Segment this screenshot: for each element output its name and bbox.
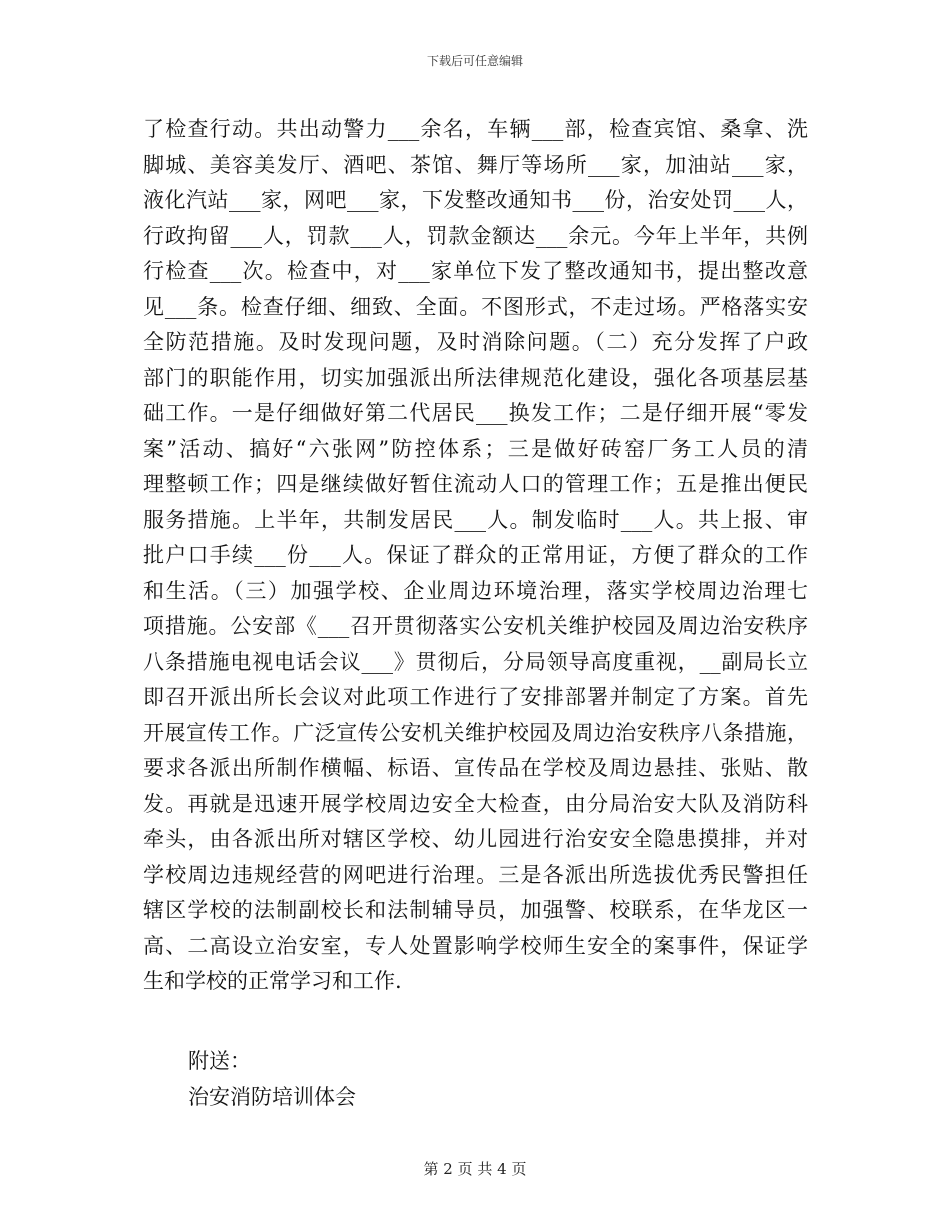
body-line: 开展宣传工作。广泛宣传公安机关维护校园及周边治安秩序八条措施， bbox=[143, 720, 808, 745]
attachment-title: 治安消防培训体会 bbox=[188, 1085, 356, 1109]
body-line: 础工作。一是仔细做好第二代居民___换发工作；二是仔细开展“零发 bbox=[143, 401, 808, 425]
body-line: 理整顿工作；四是继续做好暂住流动人口的管理工作；五是推出便民 bbox=[143, 472, 808, 496]
body-line: 要求各派出所制作横幅、标语、宣传品在学校及周边悬挂、张贴、散 bbox=[143, 756, 808, 780]
body-line: 案”活动、搞好“六张网”防控体系；三是做好砖窑厂务工人员的清 bbox=[143, 436, 808, 461]
body-text bbox=[143, 112, 808, 1000]
body-line: 牵头，由各派出所对辖区学校、幼儿园进行治安安全隐患摸排，并对 bbox=[143, 827, 808, 851]
body-line: 部门的职能作用，切实加强派出所法律规范化建设，强化各项基层基 bbox=[143, 365, 808, 390]
body-line: 脚城、美容美发厅、酒吧、茶馆、舞厅等场所___家，加油站___家， bbox=[143, 152, 808, 177]
page-footer: 第 2 页 共 4 页 bbox=[423, 1160, 527, 1178]
body-line: 和生活。（三）加强学校、企业周边环境治理，落实学校周边治理七 bbox=[143, 578, 808, 603]
body-line: 行政拘留___人，罚款___人，罚款金额达___余元。今年上半年，共例 bbox=[143, 223, 808, 248]
body-line: 生和学校的正常学习和工作. bbox=[143, 969, 402, 993]
body-line: 服务措施。上半年，共制发居民___人。制发临时___人。共上报、审 bbox=[143, 507, 808, 532]
body-line: 八条措施电视电话会议___》贯彻后，分局领导高度重视，__副局长立 bbox=[143, 649, 808, 674]
page-header: 下载后可任意编辑 bbox=[426, 54, 523, 68]
body-line: 批户口手续___份___人。保证了群众的正常用证，方便了群众的工作 bbox=[143, 543, 808, 567]
body-line: 液化汽站___家，网吧___家，下发整改通知书___份，治安处罚___人， bbox=[143, 188, 808, 212]
body-line: 见___条。检查仔细、细致、全面。不图形式，不走过场。严格落实安 bbox=[143, 294, 808, 319]
body-line: 即召开派出所长会议对此项工作进行了安排部署并制定了方案。首先 bbox=[143, 685, 808, 709]
body-line: 项措施。公安部《___召开贯彻落实公安机关维护校园及周边治安秩序 bbox=[143, 614, 808, 638]
body-line: 发。再就是迅速开展学校周边安全大检查，由分局治安大队及消防科 bbox=[143, 791, 808, 816]
body-line: 学校周边违规经营的网吧进行治理。三是各派出所选拔优秀民警担任 bbox=[143, 862, 808, 887]
body-line: 行检查___次。检查中，对___家单位下发了整改通知书，提出整改意 bbox=[143, 259, 808, 283]
body-line: 全防范措施。及时发现问题，及时消除问题。（二）充分发挥了户政 bbox=[143, 330, 808, 354]
attachment-label: 附送： bbox=[188, 1049, 251, 1073]
body-line: 了检查行动。共出动警力___余名，车辆___部，检查宾馆、桑拿、洗 bbox=[143, 117, 808, 141]
body-line: 高、二高设立治安室，专人处置影响学校师生安全的案事件，保证学 bbox=[143, 933, 808, 958]
body-line: 辖区学校的法制副校长和法制辅导员，加强警、校联系，在华龙区一 bbox=[143, 898, 808, 922]
